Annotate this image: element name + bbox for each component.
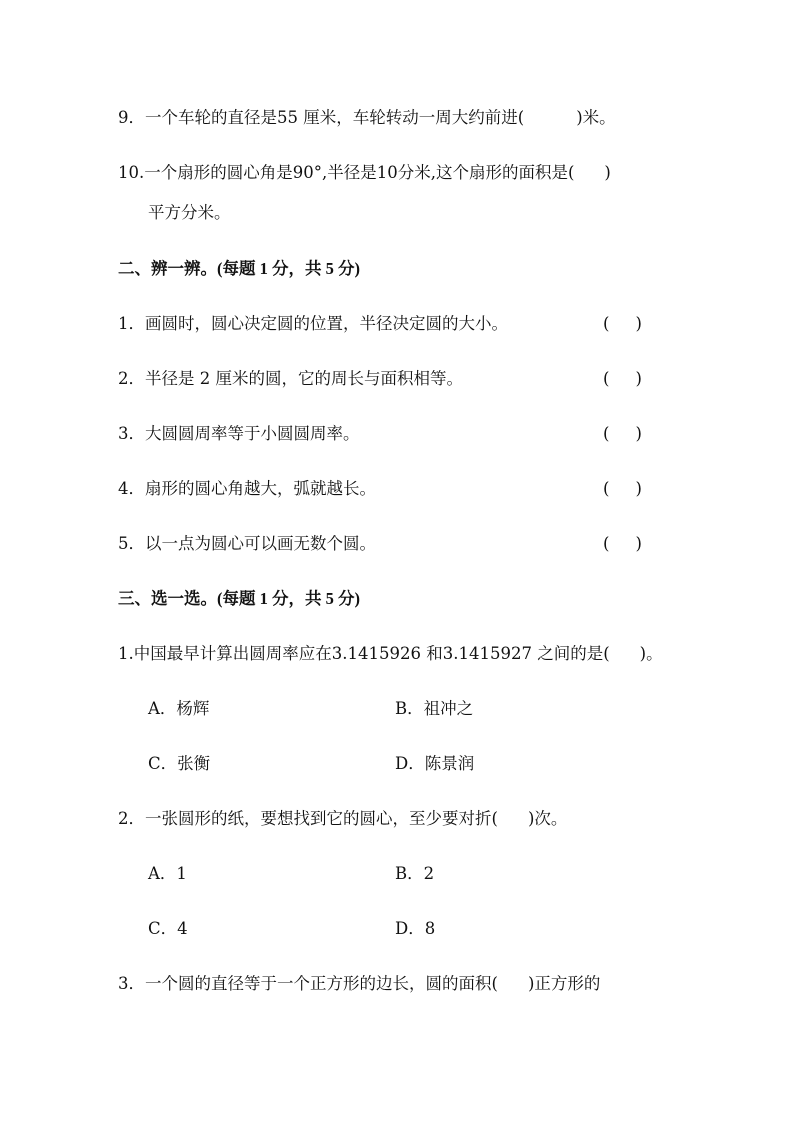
close-paren: ) xyxy=(635,314,642,333)
judge-item-5 xyxy=(118,533,376,555)
option-b[interactable] xyxy=(395,698,473,720)
close-paren: ) xyxy=(635,534,642,553)
item-text: 半径是 2 厘米的圆，它的周长与面积相等。 xyxy=(145,369,463,388)
open-paren: ( xyxy=(603,534,610,553)
question-text-end: )次。 xyxy=(527,809,568,828)
open-paren: ( xyxy=(603,479,610,498)
close-paren: ) xyxy=(635,479,642,498)
judge-item-1 xyxy=(118,313,508,335)
judge-answer-1[interactable] xyxy=(603,313,642,335)
question-text: 一张圆形的纸，要想找到它的圆心，至少要对折( xyxy=(145,809,498,828)
question-number: 10. xyxy=(118,163,145,182)
question-text: 一个圆的直径等于一个正方形的边长，圆的面积( xyxy=(145,974,498,993)
section-title: 三、选一选。 xyxy=(118,589,217,608)
item-number: 1． xyxy=(118,314,145,333)
question-text-end: )米。 xyxy=(576,108,616,127)
option-d[interactable] xyxy=(395,753,474,775)
option-a[interactable] xyxy=(148,698,209,720)
option-d[interactable] xyxy=(395,918,435,940)
judge-item-4 xyxy=(118,478,376,500)
item-number: 4． xyxy=(118,479,145,498)
option-label: C．张衡 xyxy=(148,754,211,773)
question-10-continuation xyxy=(148,202,231,224)
option-c[interactable] xyxy=(148,753,210,775)
judge-item-2 xyxy=(118,368,463,390)
open-paren: ( xyxy=(603,424,610,443)
question-text: 一个扇形的圆心角是90°,半径是10分米,这个扇形的面积是( xyxy=(144,163,575,182)
item-number: 3． xyxy=(118,424,145,443)
item-text: 画圆时，圆心决定圆的位置，半径决定圆的大小。 xyxy=(145,314,508,333)
option-label: B．2 xyxy=(395,864,435,883)
item-number: 5． xyxy=(118,534,145,553)
option-label: D．8 xyxy=(395,919,436,938)
question-text-end: ) xyxy=(604,163,611,182)
option-label: A．1 xyxy=(148,864,187,883)
judge-item-3 xyxy=(118,423,360,445)
question-10 xyxy=(118,162,611,184)
question-text: 一个车轮的直径是55 厘米，车轮转动一周大约前进( xyxy=(145,108,525,127)
question-number: 9． xyxy=(118,108,145,127)
section-score-note: (每题 1 分，共 5 分) xyxy=(217,259,360,278)
option-label: B．祖冲之 xyxy=(395,699,474,718)
open-paren: ( xyxy=(603,369,610,388)
option-b[interactable] xyxy=(395,863,434,885)
item-number: 2． xyxy=(118,369,145,388)
question-text: 中国最早计算出圆周率应在3.1415926 和3.1415927 之间的是( xyxy=(133,644,610,663)
judge-answer-3[interactable] xyxy=(603,423,642,445)
section-heading-judge xyxy=(118,258,360,280)
question-number: 1. xyxy=(118,644,134,663)
judge-answer-4[interactable] xyxy=(603,478,642,500)
option-label: A．杨辉 xyxy=(148,699,210,718)
open-paren: ( xyxy=(603,314,610,333)
question-number: 2． xyxy=(118,809,145,828)
option-a[interactable] xyxy=(148,863,187,885)
question-text-end: )正方形的 xyxy=(527,974,601,993)
question-text-end: )。 xyxy=(639,644,663,663)
close-paren: ) xyxy=(635,424,642,443)
judge-answer-2[interactable] xyxy=(603,368,642,390)
question-text-line2: 平方分米。 xyxy=(148,203,231,222)
close-paren: ) xyxy=(635,369,642,388)
choice-question-1 xyxy=(118,643,663,665)
option-label: C．4 xyxy=(148,919,188,938)
choice-question-3 xyxy=(118,973,600,995)
section-title: 二、辨一辨。 xyxy=(118,259,217,278)
option-c[interactable] xyxy=(148,918,188,940)
section-heading-choice xyxy=(118,588,360,610)
section-score-note: (每题 1 分，共 5 分) xyxy=(217,589,360,608)
choice-question-2 xyxy=(118,808,567,830)
item-text: 大圆圆周率等于小圆圆周率。 xyxy=(145,424,360,443)
judge-answer-5[interactable] xyxy=(603,533,642,555)
question-9 xyxy=(118,107,616,129)
item-text: 以一点为圆心可以画无数个圆。 xyxy=(145,534,376,553)
item-text: 扇形的圆心角越大，弧就越长。 xyxy=(145,479,376,498)
option-label: D．陈景润 xyxy=(395,754,475,773)
question-number: 3． xyxy=(118,974,145,993)
